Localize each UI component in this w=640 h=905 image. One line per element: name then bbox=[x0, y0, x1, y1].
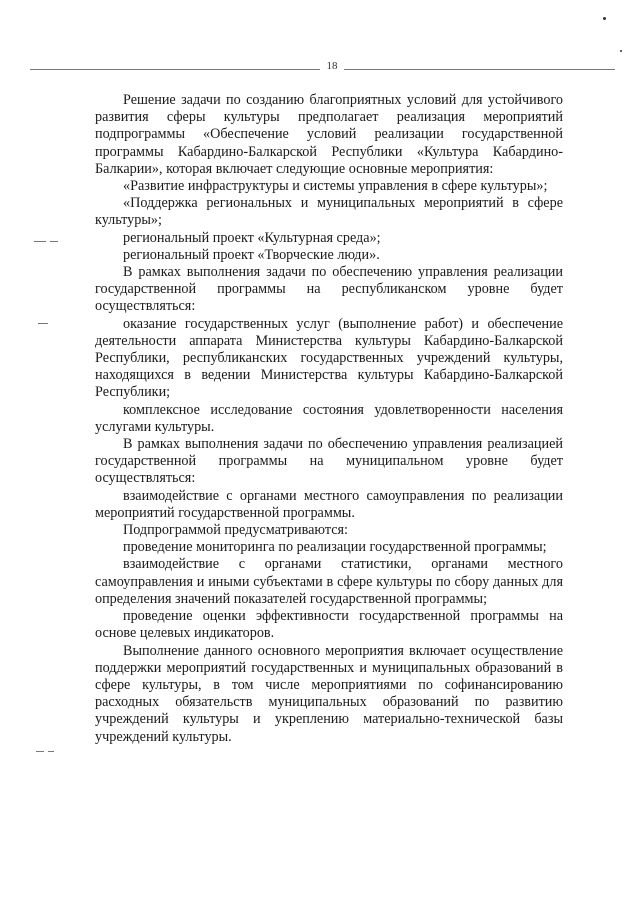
paragraph: региональный проект «Культурная среда»; bbox=[123, 229, 381, 246]
document-body bbox=[95, 92, 563, 746]
paragraph: Подпрограммой предусматриваются: bbox=[123, 522, 348, 539]
paragraph: «Поддержка региональных и муниципальных мероприятий в сфере культуры»; bbox=[95, 195, 563, 229]
scan-speck bbox=[620, 50, 622, 52]
paragraph: региональный проект «Творческие люди». bbox=[123, 246, 380, 263]
paragraph: оказание государственных услуг (выполнение работ) и обеспечение деятельности аппарата Министерства культуры Кабардино-Балкарской Республики, республиканских государственных учреждений культуры, находящихся в ведении Министерства культуры Кабардино-Балкарской Республики; bbox=[95, 315, 563, 401]
paragraph: взаимодействие с органами статистики, органами местного самоуправления и иными субъектами в сфере культуры по сбору данных для определения значений показателей государственной программы; bbox=[95, 556, 563, 607]
paragraph: проведение оценки эффективности государственной программы на основе целевых индикаторов. bbox=[95, 608, 563, 642]
scan-margin-mark bbox=[38, 323, 48, 324]
scan-margin-mark bbox=[48, 751, 54, 752]
paragraph: комплексное исследование состояния удовлетворенности населения услугами культуры. bbox=[95, 401, 563, 435]
paragraph: «Развитие инфраструктуры и системы управления в сфере культуры»; bbox=[123, 178, 548, 195]
paragraph: Выполнение данного основного мероприятия включает осуществление поддержки мероприятий государственных и муниципальных образований в сфере культуры, в том числе мероприятиями по софинансированию расходных обязательств муниципальных образований по развитию учреждений культуры и укреплению материально-технической базы учреждений культуры. bbox=[95, 642, 563, 745]
scan-margin-mark bbox=[36, 751, 44, 752]
scan-margin-mark bbox=[34, 241, 46, 242]
scan-speck bbox=[603, 17, 606, 20]
paragraph: В рамках выполнения задачи по обеспечению управления реализации государственной программы на республиканском уровне будет осуществляться: bbox=[95, 264, 563, 315]
paragraph: В рамках выполнения задачи по обеспечению управления реализацией государственной программы на муниципальном уровне будет осуществляться: bbox=[95, 436, 563, 487]
paragraph: проведение мониторинга по реализации государственной программы; bbox=[123, 539, 547, 556]
page-number: 18 bbox=[320, 60, 344, 72]
paragraph: Решение задачи по созданию благоприятных условий для устойчивого развития сферы культуры предполагает реализация мероприятий подпрограммы «Обеспечение условий реализации государственной программы Кабардино-Балкарской Республики «Культура Кабардино-Балкарии», которая включает следующие основные мероприятия: bbox=[95, 92, 563, 177]
paragraph: взаимодействие с органами местного самоуправления по реализации мероприятий государственной программы. bbox=[95, 487, 563, 521]
scan-margin-mark bbox=[50, 241, 58, 242]
